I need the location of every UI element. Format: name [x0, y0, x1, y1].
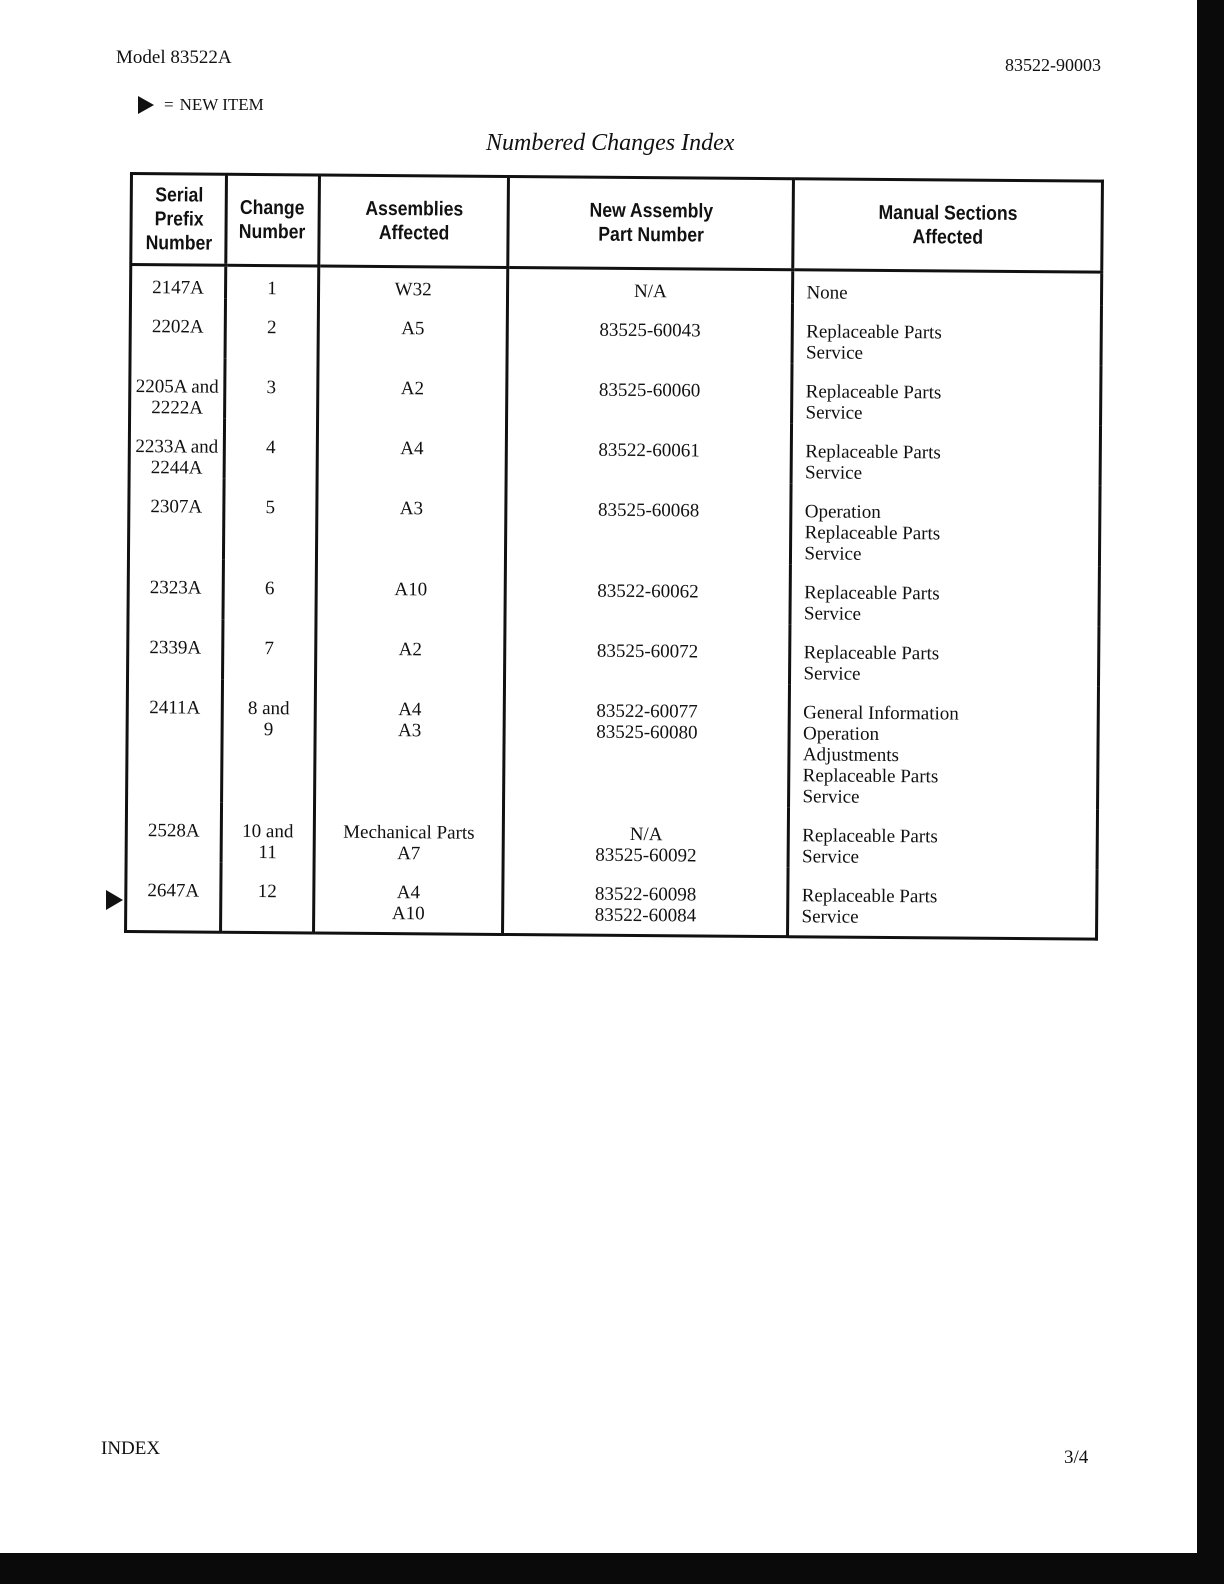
manual-sections-cell — [788, 807, 1097, 869]
cell-line: 2307A — [150, 496, 203, 518]
cell-line: 2339A — [149, 637, 202, 659]
cell-line: 83522-60061 — [598, 439, 700, 462]
cell-line: Operation — [804, 501, 881, 523]
column-header — [136, 174, 220, 266]
cell-line: 2528A — [147, 820, 200, 842]
cell-line: Service — [802, 786, 860, 808]
assemblies-cell — [314, 803, 504, 864]
manual-sections-cell — [788, 867, 1097, 939]
manual-sections-cell — [792, 303, 1101, 365]
change-number-cell — [222, 620, 316, 681]
table-row — [128, 478, 1100, 567]
cell-line: Replaceable Parts — [802, 765, 939, 788]
cell-line: A2 — [400, 378, 425, 400]
assemblies-cell — [315, 680, 505, 804]
serial-prefix-cell — [127, 679, 223, 803]
cell-line: A5 — [401, 318, 425, 340]
cell-line: New Assembly — [589, 199, 713, 223]
part-number-cell — [506, 481, 792, 564]
serial-prefix-cell — [128, 478, 224, 560]
assemblies-cell — [316, 620, 506, 681]
part-number-cell — [505, 562, 791, 624]
cell-line: A3 — [399, 498, 424, 520]
assemblies-cell — [316, 479, 506, 561]
serial-prefix-cell — [128, 619, 223, 680]
cell-line: Replaceable Parts — [801, 885, 938, 908]
cell-line: Service — [804, 543, 862, 565]
cell-line: 2205A and — [135, 376, 219, 398]
cell-line: 83525-60080 — [596, 721, 698, 744]
cell-line: Service — [805, 342, 864, 364]
cell-line: 5 — [265, 497, 276, 519]
part-number-cell — [504, 682, 790, 807]
change-number-cell — [221, 803, 315, 864]
footer-section-label: INDEX — [101, 1438, 161, 1459]
part-number-cell — [503, 805, 789, 867]
cell-line: 83522-60084 — [594, 904, 697, 927]
cell-line: Adjustments — [802, 744, 900, 767]
cell-line: Service — [805, 402, 863, 424]
cell-line: Affected — [378, 221, 449, 245]
cell-line: 2 — [266, 317, 277, 339]
cell-line: None — [806, 282, 848, 304]
cell-line: Mechanical Parts — [343, 821, 475, 844]
assemblies-cell — [318, 359, 508, 420]
new-item-row-marker-icon — [106, 890, 123, 910]
change-number-cell — [221, 680, 315, 804]
cell-line: Replaceable Parts — [806, 321, 942, 344]
cell-line: Replaceable Parts — [805, 381, 942, 404]
cell-line: 12 — [257, 881, 277, 903]
cell-line: 83525-60092 — [595, 844, 697, 867]
serial-prefix-cell — [131, 265, 226, 299]
column-header — [330, 175, 497, 267]
manual-sections-cell — [793, 270, 1102, 306]
cell-line: 11 — [258, 842, 277, 864]
new-item-legend — [138, 95, 264, 115]
cell-line: 83525-60068 — [597, 499, 700, 522]
cell-line: A7 — [397, 843, 421, 865]
part-number-cell — [508, 267, 794, 303]
model-label: Model 83522A — [116, 47, 232, 68]
cell-line: Replaceable Parts — [804, 582, 940, 605]
part-number-cell — [507, 301, 793, 363]
manual-sections-cell — [792, 363, 1101, 425]
page-title: Numbered Changes Index — [486, 130, 735, 156]
table-header-row — [131, 174, 1103, 273]
serial-prefix-cell — [130, 298, 225, 359]
cell-line: Service — [801, 846, 860, 868]
manual-sections-cell — [790, 564, 1099, 626]
table-row — [126, 802, 1097, 870]
scan-border-bottom — [0, 1553, 1224, 1584]
document-number: 83522-90003 — [1005, 55, 1101, 75]
cell-line: Part Number — [597, 223, 704, 247]
cell-line: A4 — [400, 438, 424, 460]
cell-line: 1 — [267, 278, 277, 300]
serial-prefix-cell — [128, 559, 223, 620]
manual-sections-cell — [789, 684, 1099, 809]
cell-line: 6 — [264, 578, 275, 600]
part-number-cell — [503, 865, 789, 937]
change-number-cell — [220, 863, 314, 933]
cell-line: 83522-60098 — [594, 883, 697, 906]
table-row — [127, 679, 1099, 810]
table-body — [126, 265, 1102, 940]
table-row — [130, 298, 1101, 366]
change-number-cell — [225, 359, 319, 420]
cell-line: A10 — [394, 579, 428, 601]
change-number-cell — [223, 560, 317, 621]
cell-line: 83525-60072 — [596, 640, 699, 663]
table-row — [128, 619, 1099, 687]
cell-line: Number — [145, 232, 212, 255]
cell-line: Assemblies — [364, 197, 463, 221]
cell-line: Service — [803, 603, 862, 625]
cell-line: 4 — [265, 437, 276, 459]
cell-line: A2 — [398, 639, 423, 661]
serial-prefix-cell — [126, 802, 221, 863]
cell-line: Affected — [912, 226, 984, 249]
cell-line: 2147A — [152, 277, 205, 299]
cell-line: 83522-60077 — [596, 700, 698, 723]
cell-line: Manual Sections — [878, 201, 1018, 225]
footer-page-number: 3/4 — [1064, 1447, 1089, 1468]
part-number-cell — [506, 421, 792, 483]
cell-line: Service — [801, 906, 859, 928]
legend-label: NEW ITEM — [179, 95, 264, 114]
cell-line: 2222A — [151, 397, 204, 419]
serial-prefix-cell — [129, 418, 224, 479]
manual-sections-cell — [790, 624, 1099, 686]
assemblies-cell — [317, 419, 507, 480]
numbered-changes-table — [124, 172, 1104, 941]
table-row — [130, 358, 1101, 426]
table-row — [126, 862, 1098, 939]
cell-line: A3 — [397, 720, 422, 742]
column-header — [812, 179, 1084, 272]
serial-prefix-cell — [126, 862, 221, 932]
cell-line: Change — [240, 196, 306, 220]
cell-line: Replaceable Parts — [803, 642, 940, 665]
column-header — [525, 177, 777, 270]
cell-line: 2202A — [151, 316, 204, 338]
cell-line: Replaceable Parts — [804, 522, 941, 545]
cell-line: General Information — [803, 702, 959, 725]
cell-line: Service — [804, 462, 863, 484]
part-number-cell — [507, 361, 793, 423]
change-number-cell — [223, 479, 317, 561]
change-number-cell — [225, 299, 319, 360]
manual-sections-cell — [791, 423, 1100, 485]
triangle-right-icon — [138, 96, 154, 114]
assemblies-cell — [316, 560, 506, 621]
cell-line: 9 — [263, 719, 274, 741]
cell-line: 83522-60062 — [597, 580, 699, 603]
cell-line: 8 and — [247, 697, 290, 720]
cell-line: Prefix — [154, 208, 204, 231]
change-number-cell — [225, 265, 318, 299]
assemblies-cell — [318, 299, 508, 360]
cell-line: A4 — [398, 699, 422, 721]
assemblies-cell — [314, 863, 504, 934]
cell-line: 2647A — [147, 880, 200, 902]
cell-line: Replaceable Parts — [802, 825, 938, 848]
cell-line: Serial — [154, 184, 203, 207]
table-row — [128, 559, 1099, 627]
column-header — [231, 174, 314, 266]
part-number-cell — [505, 622, 791, 684]
cell-line: 2244A — [150, 457, 203, 479]
cell-line: 83525-60043 — [599, 319, 701, 342]
cell-line: 2233A and — [135, 436, 219, 458]
cell-line: N/A — [633, 280, 667, 303]
scan-border-right — [1197, 0, 1224, 1584]
cell-line: 2411A — [149, 697, 201, 719]
cell-line: Operation — [802, 723, 880, 745]
cell-line: Service — [803, 663, 861, 685]
cell-line: 3 — [266, 377, 277, 399]
assemblies-cell — [319, 266, 508, 301]
manual-sections-cell — [791, 483, 1100, 566]
table-row — [129, 418, 1100, 486]
cell-line: 83525-60060 — [598, 379, 701, 402]
change-number-cell — [224, 419, 318, 480]
cell-line: W32 — [394, 279, 432, 301]
legend-equals: = — [164, 95, 174, 114]
cell-line: N/A — [629, 823, 663, 846]
cell-line: 10 and — [242, 820, 294, 843]
cell-line: Number — [239, 220, 306, 244]
cell-line: 7 — [264, 638, 275, 660]
cell-line: Replaceable Parts — [805, 441, 941, 464]
serial-prefix-cell — [130, 358, 225, 419]
cell-line: 2323A — [149, 577, 202, 599]
cell-line: A4 — [396, 882, 421, 904]
cell-line: A10 — [391, 903, 425, 925]
